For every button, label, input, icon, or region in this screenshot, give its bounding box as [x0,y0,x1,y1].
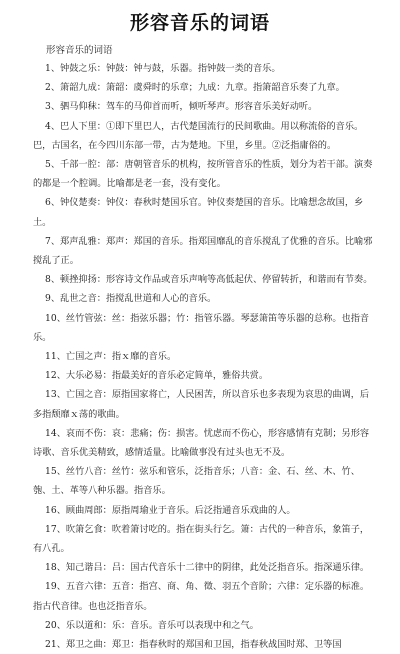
entry-9: 9、乱世之音：指搅乱世道和人心的音乐。 [45,293,217,305]
entry-7: 7、郑声乱雅：郑声：郑国的音乐。指郑国靡乱的音乐搅乱了优雅的音乐。比喻邪搅乱了正。 [33,235,373,267]
entry-15: 15、丝竹八音：丝竹：弦乐和管乐，泛指音乐；八音：金、石、丝、木、竹、匏、土、革等八种乐器。指音乐。 [33,466,360,497]
entry-19: 19、五音六律：五音：指宫、商、角、徵、羽五个音阶；六律：定乐器的标准。指古代音律。也也泛指音乐。 [33,581,370,612]
entry-11: 11、亡国之声：指ｘ靡的音乐。 [45,351,177,363]
entry-10: 10、丝竹管弦：丝：指弦乐器；竹：指管乐器。琴瑟箫笛等乐器的总称。也指音乐。 [33,312,370,343]
entry-2: 2、箫韶九成：箫韶：虞舜时的乐章；九成：九章。指箫韶音乐奏了九章。 [45,82,345,94]
entry-13: 13、亡国之音：原指国家将亡，人民困苦，所以音乐也多表现为哀思的曲调，后多指颓靡ｘ荡的歌曲。 [33,389,370,420]
entry-list [33,59,375,654]
document-subtitle: 形容音乐的词语 [46,45,113,56]
entry-14: 14、哀而不伤：哀：悲痛；伤：损害。忧虑而不伤心，形容感情有克制；另形容诗歌、音乐优美精致，感情适量。比喻做事没有过头也无不及。 [33,427,370,459]
document-title: 形容音乐的词语 [129,12,270,34]
entry-20: 20、乐以道和：乐：音乐。音乐可以表现中和之气。 [45,619,259,631]
entry-17: 17、吹箫乞食：吹着箫讨吃的。指在街头行乞。箫：古代的一种音乐，象笛子，有八孔。 [33,523,370,555]
entry-16: 16、顾曲周郎：原指周瑜业于音乐。后泛指通音乐戏曲的人。 [45,504,296,516]
entry-1: 1、钟鼓之乐：钟鼓：钟与鼓，乐器。指钟鼓一类的音乐。 [45,63,281,74]
entry-18: 18、知己谐吕：吕：国古代音乐十二律中的阴律，此处泛指音乐。指深通乐律。 [45,562,370,574]
entry-6: 6、钟仪楚奏：钟仪：春秋时楚国乐官。钟仪奏楚国的音乐。比喻想念故国，乡土。 [33,197,364,228]
entry-3: 3、驷马仰秣：驾车的马仰首而听，倾听琴声。形容音乐美好动听。 [45,101,318,113]
entry-4: 4、巴人下里：①即下里巴人，古代楚国流行的民间歌曲。用以称流俗的音乐。巴，古国名，在今四川东部一带，古为楚地。下里，乡里。②泛指庸俗的。 [33,120,364,151]
entry-12: 12、大乐必易：指最美好的音乐必定简单，雅俗共赏。 [45,370,269,382]
entry-8: 8、顿挫抑扬：形容诗文作品或音乐声响等高低起伏、停留转折，和谐而有节奏。 [45,274,373,286]
entry-21: 21、郑卫之曲：郑卫：指春秋时的郑国和卫国，指春秋战国时郑、卫等国 [45,639,342,651]
entry-5: 5、千部一腔：部：唐朝管音乐的机构，按所管音乐的性质，划分为若干部。演奏的都是一个腔调。比喻都是老一套，没有变化。 [33,159,373,190]
